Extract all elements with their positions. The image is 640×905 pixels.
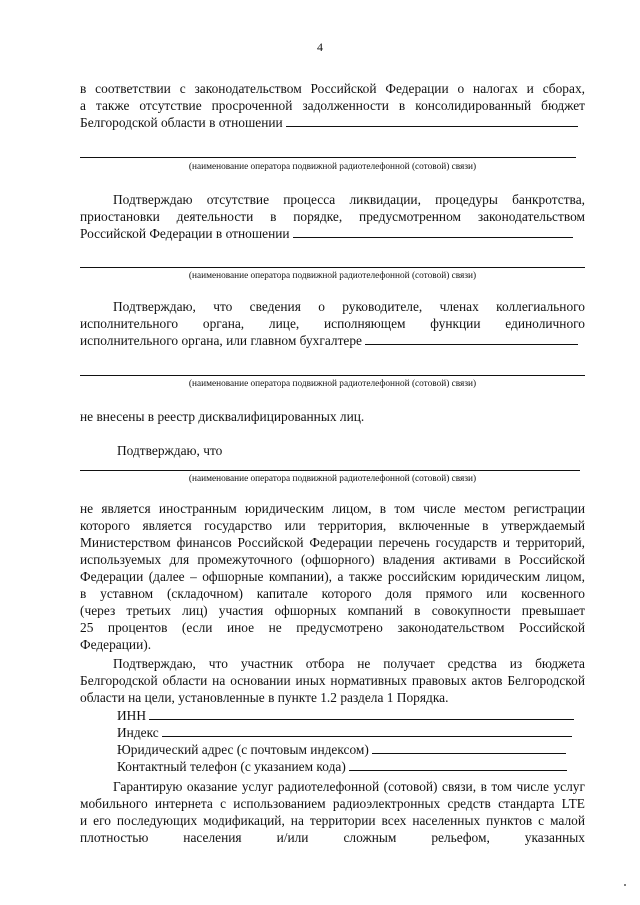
inn-label: ИНН — [117, 708, 147, 723]
text-line: и его последующих модификаций, на территории всех населенных пунктов с малой — [80, 813, 585, 828]
text-line: мобильного интернета с использованием радиоэлектронных средств стандарта LTE — [80, 796, 585, 811]
page-number: 4 — [317, 40, 323, 54]
index-input[interactable] — [162, 724, 572, 737]
index-field-row — [117, 724, 572, 741]
address-input[interactable] — [372, 741, 566, 754]
index-label: Индекс — [117, 725, 159, 740]
text-line: не является иностранным юридическим лицом, в том числе местом регистрации — [80, 501, 585, 516]
text-line: в соответствии с законодательством Российской Федерации о налогах и сборах, — [80, 81, 585, 96]
blank-field[interactable] — [365, 332, 578, 345]
text-line: (через третьих лиц) участия офшорных компаний в совокупности превышает — [80, 603, 585, 618]
text-line: Федерации (далее – офшорные компании), а также российским юридическим лицом, — [80, 569, 585, 584]
text-line: не внесены в реестр дисквалифицированных лиц. — [80, 409, 365, 424]
text-line: которого является государство или территория, включенные в утверждаемый — [80, 518, 585, 533]
field-caption: (наименование оператора подвижной радиотелефонной (сотовой) связи) — [188, 271, 477, 281]
inn-input[interactable] — [149, 707, 574, 720]
phone-input[interactable] — [349, 758, 567, 771]
text-line: Белгородской области на основании иных нормативных правовых актов Белгородской — [80, 673, 585, 688]
text-line: Подтверждаю отсутствие процесса ликвидации, процедуры банкротства, — [113, 192, 585, 207]
text-line: Белгородской области в отношении — [80, 115, 283, 130]
field-caption: (наименование оператора подвижной радиотелефонной (сотовой) связи) — [188, 474, 477, 484]
field-caption: (наименование оператора подвижной радиотелефонной (сотовой) связи) — [188, 162, 477, 172]
blank-line[interactable] — [80, 157, 576, 158]
blank-line[interactable] — [80, 267, 585, 268]
text-line: области на цели, установленные в пункте 1.2 раздела 1 Порядка. — [80, 690, 449, 705]
address-field-row — [117, 741, 572, 758]
blank-field[interactable] — [293, 225, 573, 238]
text-line: плотностью населения и/или сложным рельефом, указанных — [80, 830, 585, 845]
blank-field[interactable] — [286, 114, 578, 127]
text-line: а также отсутствие просроченной задолженности в консолидированный бюджет — [80, 98, 585, 113]
blank-line[interactable] — [80, 375, 585, 376]
text-line: Подтверждаю, что участник отбора не получает средства из бюджета — [113, 656, 585, 671]
text-line: исполнительного органа, или главном бухгалтере — [80, 333, 362, 348]
text-line: исполнительного органа, лице, исполняющем функции единоличного — [80, 316, 585, 331]
phone-field-row — [117, 758, 572, 775]
text-line: Подтверждаю, что сведения о руководителе, членах коллегиального — [113, 299, 585, 314]
text-line: приостановки деятельности в порядке, предусмотренном законодательством — [80, 209, 585, 224]
text-line: в уставном (складочном) капитале которого доля прямого или косвенного — [80, 586, 585, 601]
text-line: Федерации). — [80, 637, 152, 652]
text-line-with-blank — [80, 225, 585, 242]
phone-label: Контактный телефон (с указанием кода) — [117, 759, 346, 774]
text-line: Министерством финансов Российской Федерации перечень государств и территорий, — [80, 535, 585, 550]
field-caption: (наименование оператора подвижной радиотелефонной (сотовой) связи) — [188, 379, 477, 389]
text-line-with-blank — [80, 332, 585, 349]
text-line: Подтверждаю, что — [117, 443, 223, 458]
text-line-with-blank — [80, 114, 585, 131]
text-line: Российской Федерации в отношении — [80, 226, 290, 241]
text-line: используемых для промежуточного (офшорного) владения активами в Российской — [80, 552, 585, 567]
text-line: Гарантирую оказание услуг радиотелефонной (сотовой) связи, в том числе услуг — [113, 779, 585, 794]
inn-field-row — [117, 707, 572, 724]
blank-line[interactable] — [80, 470, 580, 471]
text-line: 25 процентов (если иное не предусмотрено законодательством Российской — [80, 620, 585, 635]
scan-speck — [624, 884, 626, 886]
address-label: Юридический адрес (с почтовым индексом) — [117, 742, 369, 757]
